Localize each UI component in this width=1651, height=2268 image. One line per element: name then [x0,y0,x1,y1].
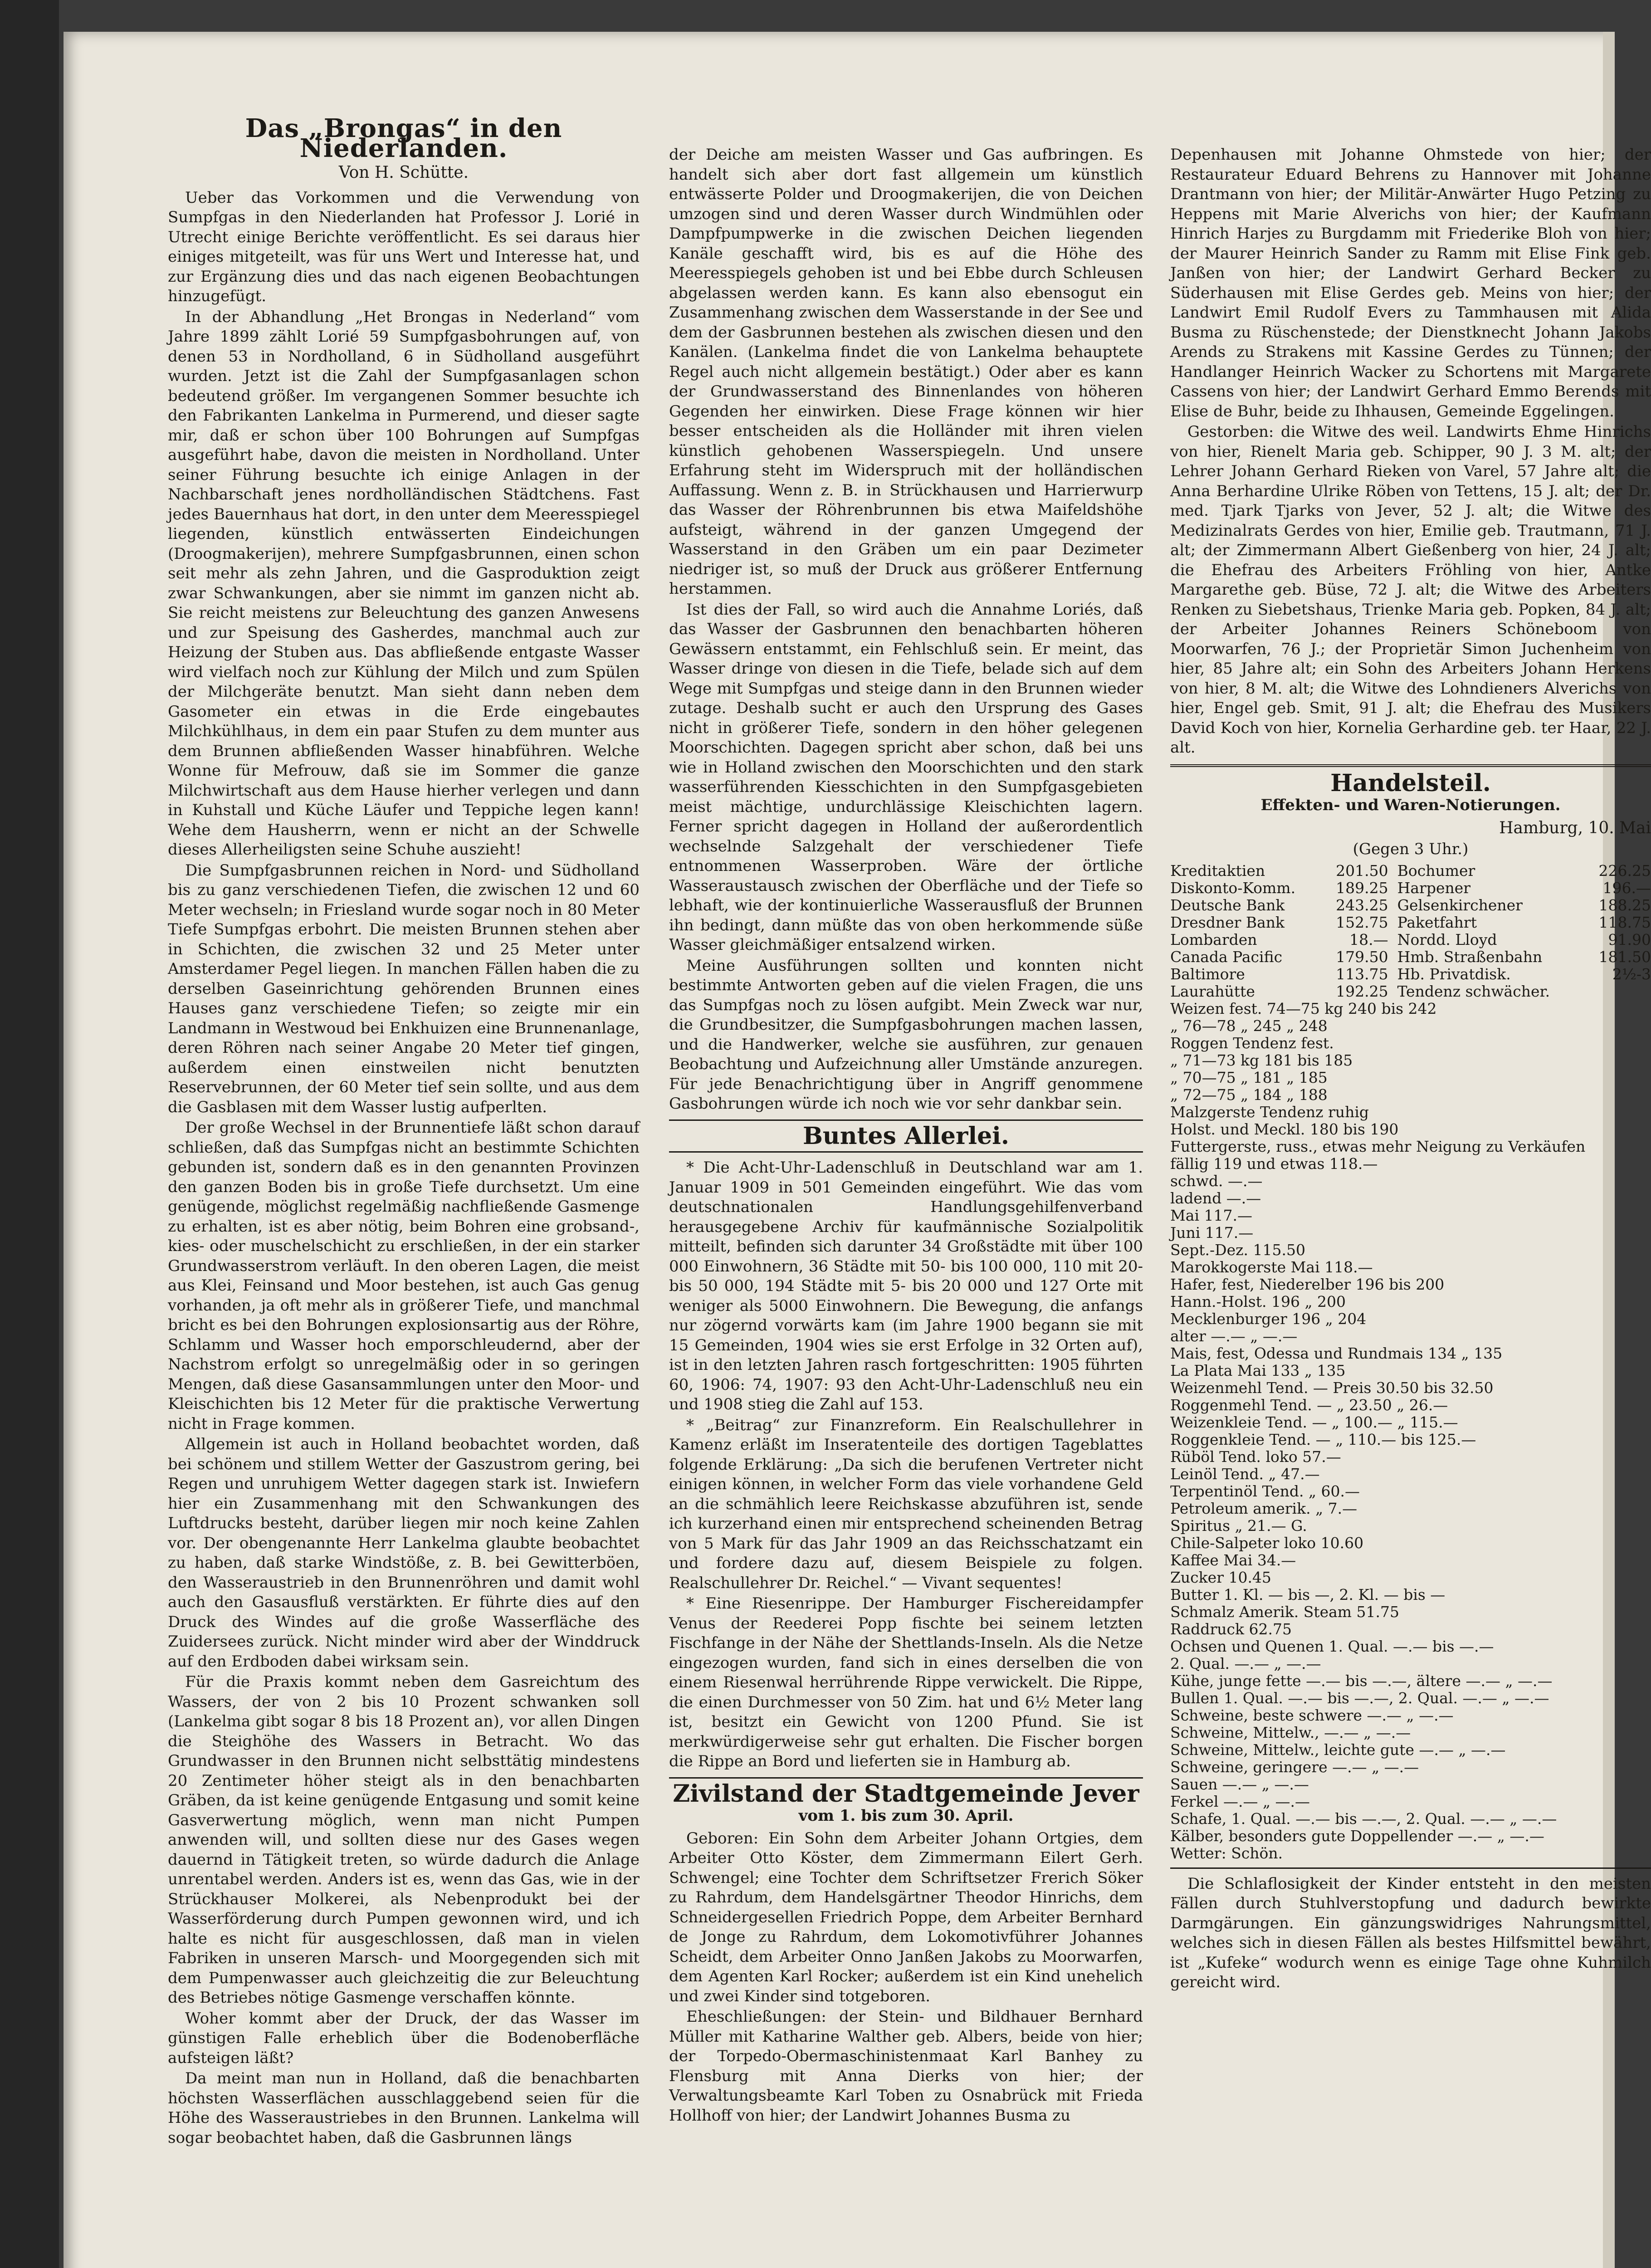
table-cell: 196.— [1602,879,1651,897]
commodity-line: Malzgerste Tendenz ruhig [1170,1103,1369,1121]
table-cell: 18.— [1349,930,1388,948]
column-1 [168,113,640,2149]
paragraph: Depenhausen mit Johanne Ohmstede von hier; der Restaurateur Eduard Behrens zu Hannover mit Johanne Drantmann von hier; der Militär-Anwärter Hugo Petzing zu Heppens mit Marie Alverichs von hier; der Kaufmann Hinrich Harjes zu Burgdamm mit Friederike Bloh von hier; der Maurer Heinrich Sander zu Ramm mit Elise Fink geb. Janßen von hier; der Landwirt Gerhard Becker zu Süderhausen mit Elise Gerdes geb. Meins von hier; der Landwirt Emil Rudolf Evers zu Tammhausen mit Alida Busma zu Rüschenstede; der Dienstknecht Johann Jakobs Arends zu Strakens mit Kassine Gerdes zu Tünnen; der Handlanger Heinrich Wacker zu Schortens mit Margarete Cassens von hier; der Landwirt Gerhard Emmo Berends mit Elise de Buhr, beide zu Ihhausen, Gemeinde Eggelingen. [1170,146,1651,420]
commodity-line: Schweine, geringere —.— „ —.— [1170,1758,1419,1776]
column-2 [669,145,1143,2126]
table-cell: Lombarden [1170,930,1257,948]
paragraph: Woher kommt aber der Druck, der das Wasser im günstigen Falle erheblich über die Bodenoberfläche aufsteigen läßt? [168,2009,640,2067]
divider [669,1777,1143,1779]
table-cell: Tendenz schwächer. [1397,982,1550,1000]
commodity-line: Futtergerste, russ., etwas mehr Neigung zu Verkäufen [1170,1137,1586,1155]
table-cell: Canada Pacific [1170,948,1283,966]
commodity-line: Chile-Salpeter loko 10.60 [1170,1534,1364,1552]
stock-table [1170,862,1651,1000]
commodity-line: Butter 1. Kl. — bis —, 2. Kl. — bis — [1170,1585,1446,1603]
table-cell: 118.75 [1598,913,1651,931]
paragraph: Ueber das Vorkommen und die Verwendung von Sumpfgas in den Niederlanden hat Professor J. Lorié in Utrecht einige Berichte veröffentlicht. Es sei daraus hier einiges mitgeteilt, was für uns Wert und Interesse hat, und zur Ergänzung dies und das nach eigenen Beobachtungen hinzugefügt. [168,188,640,305]
article-title-buntes-allerlei: Buntes Allerlei. [802,1122,1010,1150]
divider [669,1151,1143,1153]
advertisement-note: Die Schlaflosigkeit der Kinder entsteht in den meisten Fällen durch Stuhlverstopfung und dadurch bewirkte Darmgärungen. Ein gänzungswidriges Nahrungsmittel, welches sich in diesen Fällen als bestes Hilfsmittel bewährt, ist „Kufeke“ wodurch wenn es einige Tage ohne Kuhmilch gereicht wird. [1170,1874,1651,1991]
commodity-line: Schweine, beste schwere —.— „ —.— [1170,1706,1454,1724]
table-cell: 192.25 [1336,982,1388,1000]
table-cell: Dresdner Bank [1170,913,1285,931]
table-cell: 201.50 [1336,861,1388,880]
byline: Von H. Schütte. [338,163,469,182]
commodity-line: Rüböl Tend. loko 57.— [1170,1447,1341,1466]
commodity-line: ladend —.— [1170,1189,1261,1207]
commodity-line: Schmalz Amerik. Steam 51.75 [1170,1603,1400,1621]
table-cell: Nordd. Lloyd [1397,930,1497,948]
news-item: * „Beitrag“ zur Finanzreform. Ein Realschullehrer in Kamenz erläßt im Inseratenteile des dortigen Tageblattes folgende Erklärung: „Da sich die berufenen Vertreter nicht einigen können, in welcher Form das viele vorhandene Geld an die schmählich leere Reichskasse abzuführen ist, sende ich kurzerhand einen mir entsprechend scheinenden Betrag von 5 Mark für das Jahr 1909 an das Reichsschatzamt ein und fordere dazu auf, diesem Beispiele zu folgen. Realschullehrer Dr. Reichel.“ — Vivant sequentes! [669,1416,1143,1592]
commodity-line: „ 72—75 „ 184 „ 188 [1170,1085,1328,1104]
table-row [1170,880,1651,897]
table-row [1170,948,1651,966]
table-cell: Baltimore [1170,965,1245,983]
commodity-line: Raddruck 62.75 [1170,1620,1292,1638]
commodity-line: „ 76—78 „ 245 „ 248 [1170,1017,1328,1035]
article-title-zivilstand: Zivilstand der Stadtgemeinde Jever [673,1779,1139,1808]
table-cell: 2½-3 [1612,965,1651,983]
divider [669,1119,1143,1121]
commodity-line: Kühe, junge fette —.— bis —.—, ältere —.— „ —.— [1170,1672,1553,1690]
table-cell: 181.50 [1598,948,1651,966]
commodity-line: Weizenmehl Tend. — Preis 30.50 bis 32.50 [1170,1378,1494,1397]
commodity-line: Zucker 10.45 [1170,1568,1271,1586]
market-dateline: Hamburg, 10. Mai [1499,818,1651,837]
table-cell: 243.25 [1336,896,1388,914]
paragraph: Die Sumpfgasbrunnen reichen in Nord- und Südholland bis zu ganz verschiedenen Tiefen, die zwischen 12 und 60 Meter wechseln; in Friesland wurde sogar noch in 80 Meter Tiefe Sumpfgas erbohrt. Die meisten Brunnen stehen aber in Schichten, die zwischen 32 und 25 Meter unter Amsterdamer Pegel liegen. In manchen Fällen haben die zu derselben Gaseinrichtung gehörenden Brunnen eines Hauses ganz verschiedene Tiefen; so zeigte mir ein Landmann in Westwoud bei Enkhuizen eine Brunnenanlage, deren Röhren nach seiner Angabe 20 Meter tief gingen, außerdem einen einstweilen nicht benutzten Reservebrunnen, der 60 Meter tief sein sollte, und aus dem die Gasblasen mit dem Wasser lustig aufperlten. [168,861,640,1116]
news-item: * Eine Riesenrippe. Der Hamburger Fischereidampfer Venus der Reederei Popp fischte bei seinem letzten Fischfange in der Nähe der Shettlands-Inseln. Als die Netze eingezogen wurden, fand sich in eines derselben die von einem Riesenwal herrührende Rippe verwickelt. Die Rippe, die einen Durchmesser von 50 Zim. hat und 6½ Meter lang ist, besitzt ein Gewicht von 1200 Pfund. Sie ist merkwürdigerweise sehr gut erhalten. Die Fischer borgen die Rippe an Bord und lieferten sie in Hamburg ab. [669,1594,1143,1770]
divider [1170,764,1651,767]
market-time-note: (Gegen 3 Uhr.) [1353,840,1469,858]
table-cell: Laurahütte [1170,982,1255,1000]
commodity-line: Schweine, Mittelw., —.— „ —.— [1170,1723,1411,1741]
news-item: * Die Acht-Uhr-Ladenschluß in Deutschland war am 1. Januar 1909 in 501 Gemeinden eingeführt. Wie das vom deutschnationalen Handlungsgehilfenverband herausgegebene Archiv für kaufmännische Sozialpolitik mitteilt, befinden sich darunter 34 Großstädte mit über 100 000 Einwohnern, 36 Städte mit 50- bis 100 000, 110 mit 20- bis 50 000, 194 Städte mit 5- bis 20 000 und 127 Orte mit weniger als 5000 Einwohnern. Die Bewegung, die anfangs nur zögernd vorwärts kam (im Jahre 1900 begann sie mit 15 Gemeinden, 1904 wies sie erst Erfolge in 32 Orten auf), ist in den letzten Jahren rasch fortgeschritten: 1905 führten 60, 1906: 74, 1907: 93 den Acht-Uhr-Ladenschluß neu ein und 1908 stieg die Zahl auf 153. [669,1158,1143,1413]
paragraph: In der Abhandlung „Het Brongas in Nederland“ vom Jahre 1899 zählt Lorié 59 Sumpfgasbohrungen auf, von denen 53 in Nordholland, 6 in Südholland ausgeführt wurden. Jetzt ist die Zahl der Sumpfgasanlagen schon bedeutend größer. Im vergangenen Sommer besuchte ich den Fabrikanten Lankelma in Purmerend, und dieser sagte mir, daß er schon über 100 Bohrungen auf Sumpfgas ausgeführt habe, davon die meisten in Nordholland. Unter seiner Führung besuchte ich einige Anlagen in der Nachbarschaft jenes nordholländischen Städtchens. Fast jedes Bauernhaus hat dort, in den unter dem Meeresspiegel liegenden, künstlich entwässerten Eindeichungen (Droogmakerijen), mehrere Sumpfgasbrunnen, einen schon seit mehr als zehn Jahren, und die Gasproduktion zeigt zwar Schwankungen, aber sie nimmt im ganzen nicht ab. Sie reicht meistens zur Beleuchtung des ganzen Anwesens und zur Speisung des Gasherdes, manchmal auch zur Heizung der Stuben aus. Das abfließende entgaste Wasser wird vielfach noch zur Kühlung der Milch und zum Spülen der Milchgeräte benutzt. Man sieht dann neben dem Gasometer ein etwas in die Erde eingebautes Milchkühlhaus, in dem ein paar Stufen zu dem munter aus dem Brunnen abfließenden Wasser hinabführen. Welche Wonne für Mefrouw, daß sie im Sommer die ganze Milchwirtschaft aus dem Hause hierher verlegen und dann in Kuhstall und Küche Läufer und Teppiche legen kann! Wehe dem Hausherrn, wenn er nicht an der Schwelle dieses Allerheiligsten seine Schuhe auszieht! [168,308,640,859]
section-title-handelsteil: Handelsteil. [1330,769,1491,797]
table-row [1170,914,1651,931]
commodity-line: Roggenmehl Tend. — „ 23.50 „ 26.— [1170,1396,1448,1414]
table-row [1170,931,1651,948]
column-3 [1170,145,1651,1994]
paragraph: Ist dies der Fall, so wird auch die Annahme Loriés, daß das Wasser der Gasbrunnen den benachbarten höheren Gewässern entstammt, ein Fehlschluß sein. Er meint, das Wasser dringe von diesen in die Tiefe, belade sich auf dem Wege mit Sumpfgas und steige dann in den Brunnen wieder zutage. Deshalb sucht er auch den Ursprung des Gases nicht in größerer Tiefe, sondern in den höher gelegenen Moorschichten. Dagegen spricht aber schon, daß bei uns wie in Holland zwischen den Moorschichten und den stark wasserführenden Kiesschichten in den Sumpfgasgebieten meist mächtige, undurchlässige Kleischichten lagern. Ferner spricht dagegen in Holland der außerordentlich wechselnde Salzgehalt der verschiedener Tiefe entnommenen Wasserproben. Wäre der örtliche Wasseraustausch zwischen der Oberfläche und der Tiefe so lebhaft, wie der kontinuierliche Wasserausfluß der Brunnen ihn bedingt, dann müßte das von oben herkommende süße Wasser gleichmäßiger entsalzend wirken. [669,600,1143,954]
table-cell: Kreditaktien [1170,861,1265,880]
commodity-line: Roggen Tendenz fest. [1170,1034,1334,1052]
paragraph: Allgemein ist auch in Holland beobachtet worden, daß bei schönem und stillem Wetter der Gaszustrom gering, bei Regen und unruhigem Wetter dagegen stark ist. Inwiefern hier ein Zusammenhang mit den Schwankungen des Luftdrucks besteht, darüber liegen mir noch keine Zahlen vor. Der obengenannte Herr Lankelma glaubte beobachtet zu haben, daß starke Windstöße, z. B. bei Gewitterböen, den Wasseraustrieb in den Brunnenröhren und damit wohl auch den Gasausfluß verstärkten. Er führte dies auf den Druck des Windes auf die große Wasserfläche des Zuidersees zurück. Nicht minder wird aber der Winddruck auf den Erdboden dabei wirksam sein. [168,1435,640,1671]
paragraph: der Deiche am meisten Wasser und Gas aufbringen. Es handelt sich aber dort fast allgemein um künstlich entwässerte Polder und Droogmakerijen, die von Deichen umzogen sind und deren Wasser durch Windmühlen oder Dampfpumpwerke in die zwischen Deichen liegenden Kanäle geschafft wird, bis es auf die Höhe des Meeresspiegels gehoben ist und bei Ebbe durch Schleusen abgelassen werden kann. Es kann also ebensogut ein Zusammenhang zwischen dem Wasserstande in der See und dem der Gasbrunnen bestehen als zwischen diesen und den Kanälen. (Lankelma findet die von Lankelma behauptete Regel auch nicht allgemein bestätigt.) Oder aber es kann der Grundwasserstand des Binnenlandes von höheren Gegenden her einwirken. Diese Frage können wir hier besser entscheiden als die Holländer mit ihren vielen künstlich gehobenen Wasserspiegeln. Und unsere Erfahrung steht im Widerspruch mit der holländischen Auffassung. Wenn z. B. in Strückhausen und Harrierwurp das Wasser der Röhrenbrunnen bis etwa Maifeldshöhe aufsteigt, während in der ganzen Umgegend der Wasserstand in den Gräben um ein paar Dezimeter niedriger ist, so muß der Druck aus größerer Entfernung herstammen. [669,146,1143,598]
table-cell: 152.75 [1336,913,1388,931]
section-subtitle: Effekten- und Waren-Notierungen. [1260,796,1561,814]
table-cell: Bochumer [1397,861,1475,880]
commodity-line: Roggenkleie Tend. — „ 110.— bis 125.— [1170,1430,1476,1448]
commodity-line: Mai 117.— [1170,1206,1252,1224]
commodity-line: Petroleum amerik. „ 7.— [1170,1499,1358,1517]
commodity-line: Schafe, 1. Qual. —.— bis —.—, 2. Qual. —.— „ —.— [1170,1809,1557,1828]
commodity-line: Bullen 1. Qual. —.— bis —.—, 2. Qual. —.— „ —.— [1170,1689,1549,1707]
commodity-line: Hafer, fest, Niederelber 196 bis 200 [1170,1275,1445,1293]
paragraph: Der große Wechsel in der Brunnentiefe läßt schon darauf schließen, daß das Sumpfgas nicht an bestimmte Schichten gebunden ist, sondern daß es in den genannten Provinzen den ganzen Boden bis in große Tiefe durchsetzt. Um eine genügende, möglichst regelmäßig nachfließende Gasmenge zu erhalten, ist es aber nötig, beim Bohren eine grobsand-, kies- oder muschelschicht zu erschließen, in der ein starker Grundwasserstrom verläuft. In den oberen Lagen, die meist aus Klei, Feinsand und Moor bestehen, ist auch Gas genug vorhanden, ja oft mehr als in größerer Tiefe, und manchmal bricht es bei den Bohrungen explosionsartig aus der Röhre, Schlamm und Wasser hoch emporschleudernd, aber der Nachstrom erfolgt so unregelmäßig oder in so geringen Mengen, daß diese Gasansammlungen unter den Moor- und Kleischichten bis 12 Meter für die praktische Verwertung nicht in Frage kommen. [168,1119,640,1433]
table-cell: 113.75 [1336,965,1388,983]
commodity-line: Wetter: Schön. [1170,1844,1283,1862]
table-cell: Harpener [1397,879,1471,897]
table-row [1170,897,1651,914]
book-binding [0,0,59,2268]
table-row [1170,983,1651,1000]
paragraph: Eheschließungen: der Stein- und Bildhauer Bernhard Müller mit Katharine Walther geb. Albers, beide von hier; der Torpedo-Obermaschinistenmaat Karl Banhey zu Flensburg mit Anna Dierks von hier; der Verwaltungsbeamte Karl Toben zu Osnabrück mit Frieda Hollhoff von hier; der Landwirt Johannes Busma zu [669,2008,1143,2125]
commodity-line: Holst. und Meckl. 180 bis 190 [1170,1120,1399,1138]
commodity-line: Marokkogerste Mai 118.— [1170,1258,1373,1276]
commodity-line: Mecklenburger 196 „ 204 [1170,1310,1367,1328]
paragraph: Für die Praxis kommt neben dem Gasreichtum des Wassers, der von 2 bis 10 Prozent schwanken soll (Lankelma gibt sogar 8 bis 18 Prozent an), vor allen Dingen die Steighöhe des Wassers in Betracht. Wo das Grundwasser in den Brunnen nicht selbsttätig mindestens 20 Zentimeter höher steigt als in den benachbarten Gräben, da ist keine genügende Entgasung und somit keine Gasverwertung möglich, wenn man nicht Pumpen anwenden will, und sollten diese nur des Gases wegen dauernd in Tätigkeit treten, so würde dadurch die Anlage unrentabel werden. Anders ist es, wenn das Gas, wie in der Strückhauser Molkerei, als Nebenprodukt bei der Wasserförderung durch Pumpen gewonnen wird, und ich halte es nicht für ausgeschlossen, daß man in vielen Fabriken in unseren Marsch- und Moorgegenden sich mit dem Pumpenwasser auch gleichzeitig die zur Beleuchtung des Betriebes nötige Gasmenge verschaffen könnte. [168,1673,640,2007]
paragraph: Da meint man nun in Holland, daß die benachbarten höchsten Wasserflächen ausschlaggebend seien für die Höhe des Wasseraustriebes in den Brunnen. Lankelma will sogar beobachtet haben, daß die Gasbrunnen längs [168,2069,640,2147]
commodity-line: Leinöl Tend. „ 47.— [1170,1465,1320,1483]
table-row [1170,966,1651,983]
table-cell: 189.25 [1336,879,1388,897]
commodity-list [1170,1000,1651,1862]
table-cell: 179.50 [1336,948,1388,966]
paragraph: Geboren: Ein Sohn dem Arbeiter Johann Ortgies, dem Arbeiter Otto Köster, dem Zimmermann Eilert Gerh. Schwengel; eine Tochter dem Schriftsetzer Frerich Söker zu Rahrdum, dem Handelsgärtner Theodor Hinrichs, dem Schneidergesellen Friedrich Poppe, dem Arbeiter Bernhard de Jonge zu Rahrdum, dem Lokomotivführer Johannes Scheidt, dem Arbeiter Onno Janßen Jakobs zu Moorwarfen, dem Agenten Karl Rocker; außerdem ist ein Kind unehelich und zwei Kinder sind totgeboren. [669,1829,1143,2005]
commodity-line: „ 71—73 kg 181 bis 185 [1170,1051,1353,1069]
commodity-line: Schweine, Mittelw., leichte gute —.— „ —.— [1170,1740,1506,1759]
commodity-line: La Plata Mai 133 „ 135 [1170,1361,1346,1379]
commodity-line: Ochsen und Quenen 1. Qual. —.— bis —.— [1170,1637,1494,1655]
table-cell: 91.90 [1608,930,1651,948]
commodity-line: alter —.— „ —.— [1170,1327,1298,1345]
commodity-line: „ 70—75 „ 181 „ 185 [1170,1068,1328,1086]
commodity-line: Hann.-Holst. 196 „ 200 [1170,1292,1346,1310]
commodity-line: Spiritus „ 21.— G. [1170,1516,1307,1535]
commodity-line: schwd. —.— [1170,1172,1263,1190]
commodity-line: Weizenkleie Tend. — „ 100.— „ 115.— [1170,1413,1458,1431]
commodity-line: fällig 119 und etwas 118.— [1170,1154,1378,1173]
table-cell: Hb. Privatdisk. [1397,965,1511,983]
table-cell: Paketfahrt [1397,913,1477,931]
commodity-line: Kälber, besonders gute Doppellender —.— „ —.— [1170,1827,1544,1845]
table-cell: Diskonto-Komm. [1170,879,1296,897]
article-subtitle: vom 1. bis zum 30. April. [798,1807,1014,1825]
table-cell: 188.25 [1598,896,1651,914]
table-cell: Gelsenkirchener [1397,896,1523,914]
commodity-line: Weizen fest. 74—75 kg 240 bis 242 [1170,999,1437,1017]
table-row [1170,862,1651,880]
table-cell: Deutsche Bank [1170,896,1285,914]
table-cell: 226.25 [1598,861,1651,880]
article-title-brongas: Das „Brongas“ in den Niederlanden. [245,113,562,163]
commodity-line: Terpentinöl Tend. „ 60.— [1170,1482,1360,1500]
paragraph: Gestorben: die Witwe des weil. Landwirts Ehme Hinrichs von hier, Rienelt Maria geb. Schipper, 90 J. 3 M. alt; der Lehrer Johann Gerhard Rieken von Varel, 57 Jahre alt; die Anna Berhardine Ulrike Röben von Tettens, 15 J. alt; der Dr. med. Tjark Tjarks von Jever, 52 J. alt; die Witwe des Medizinalrats Gerdes von hier, Emilie geb. Trautmann, 71 J. alt; der Zimmermann Albert Gießenberg von hier, 24 J. alt; die Ehefrau des Arbeiters Fröhling von hier, Antke Margarethe geb. Büse, 72 J. alt; die Witwe des Arbeiters Renken zu Siebetshaus, Trienke Maria geb. Popken, 84 J. alt; der Arbeiter Johannes Reiners Schöneboom von Moorwarfen, 76 J.; der Proprietär Simon Juchenheim von hier, 85 Jahre alt; ein Sohn des Arbeiters Johann Herkens von hier, 8 M. alt; die Witwe des Lohndieners Alverichs von hier, Engel geb. Smit, 91 J. alt; die Ehefrau des Musikers David Koch von hier, Kornelia Gerhardine geb. ter Haar, 22 J. alt. [1170,423,1651,757]
commodity-line: Sept.-Dez. 115.50 [1170,1241,1305,1259]
paragraph: Meine Ausführungen sollten und konnten nicht bestimmte Antworten geben auf die vielen Fragen, die uns das Sumpfgas noch zu lösen aufgibt. Mein Zweck war nur, die Grundbesitzer, die Sumpfgasbohrungen machen lassen, und die Handwerker, welche sie ausführen, zur genauen Beobachtung und Aufzeichnung aller Umstände anzuregen. Für jede Benachrichtigung über in Angriff genommene Gasbohrungen würde ich noch wie vor sehr dankbar sein. [669,956,1143,1113]
commodity-line: Juni 117.— [1170,1223,1254,1242]
commodity-line: Ferkel —.— „ —.— [1170,1792,1310,1810]
commodity-line: 2. Qual. —.— „ —.— [1170,1654,1321,1672]
commodity-line: Mais, fest, Odessa und Rundmais 134 „ 135 [1170,1344,1503,1362]
table-cell: Hmb. Straßenbahn [1397,948,1543,966]
commodity-line: Sauen —.— „ —.— [1170,1775,1309,1793]
divider [1170,1867,1651,1869]
commodity-line: Kaffee Mai 34.— [1170,1551,1296,1569]
newspaper-page [64,32,1651,2268]
table-cell [1587,983,1651,1000]
